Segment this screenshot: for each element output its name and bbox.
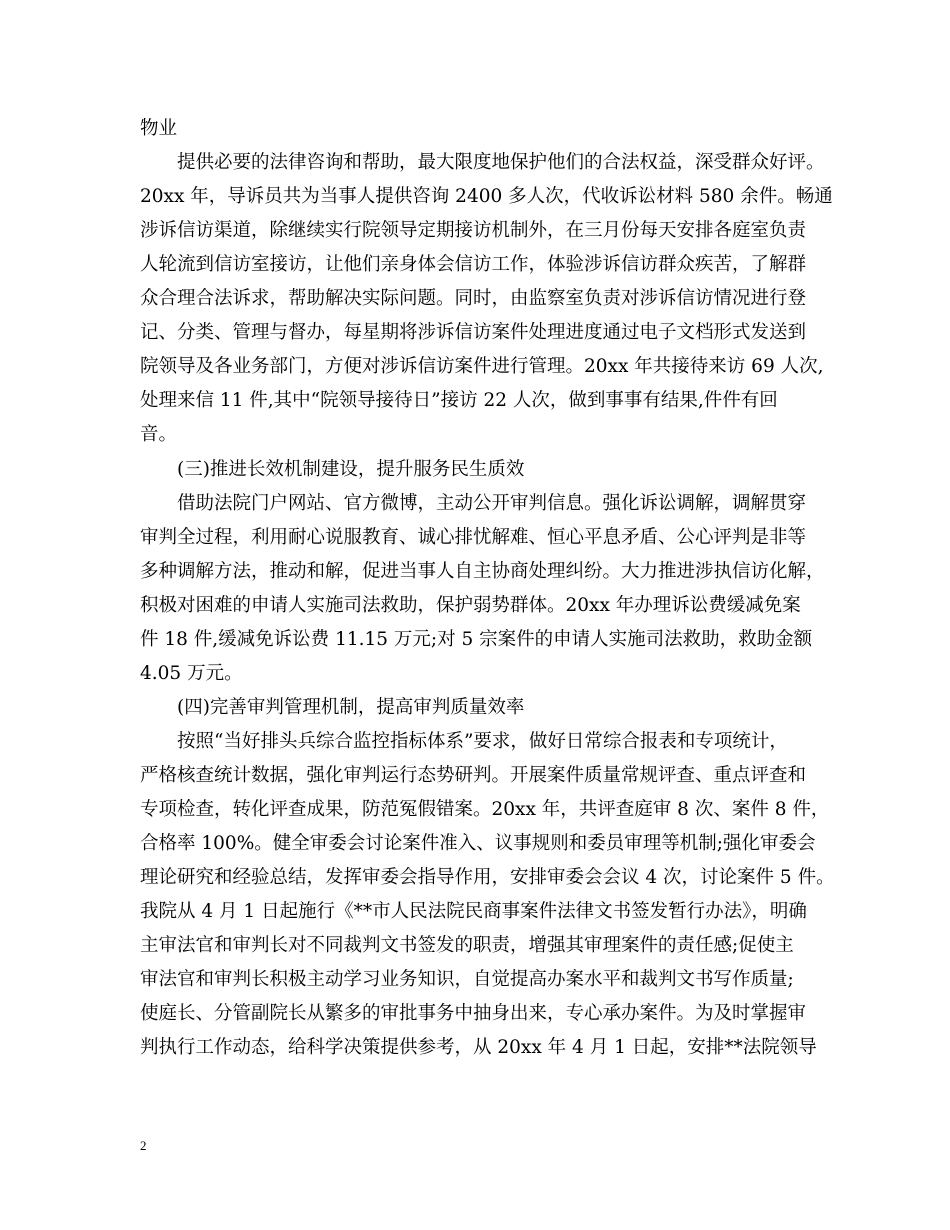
text-line-15: 积极对困难的申请人实施司法救助，保护弱势群体。20xx 年办理诉讼费缓减免案 — [140, 595, 801, 616]
text-line-24: 我院从 4 月 1 日起施行《**市人民法院民商事案件法律文书签发暂行办法》，明确 — [140, 901, 807, 922]
text-line-25: 主审法官和审判长对不同裁判文书签发的职责，增强其审理案件的责任感;促使主 — [140, 935, 794, 956]
text-line-12: 借助法院门户网站、官方微博，主动公开审判信息。强化诉讼调解，调解贯穿 — [177, 493, 807, 514]
text-line-27: 使庭长、分管副院长从繁多的审批事务中抽身出来，专心承办案件。为及时掌握审 — [140, 1003, 807, 1024]
text-line-5: 人轮流到信访室接访，让他们亲身体会信访工作，体验涉诉信访群众疾苦，了解群 — [140, 254, 807, 275]
text-line-16: 件 18 件,缓减免诉讼费 11.15 万元;对 5 宗案件的申请人实施司法救助，救助金额 — [140, 629, 813, 650]
text-line-4: 涉诉信访渠道，除继续实行院领导定期接访机制外，在三月份每天安排各庭室负责 — [140, 220, 807, 241]
text-line-26: 审法官和审判长积极主动学习业务知识，自觉提高办案水平和裁判文书写作质量; — [140, 969, 794, 990]
text-line-23: 理论研究和经验总结，发挥审委会指导作用，安排审委会会议 4 次，讨论案件 5 件。 — [140, 867, 835, 888]
section-heading-4: (四)完善审判管理机制，提高审判质量效率 — [177, 697, 525, 718]
text-line-20: 严格核查统计数据，强化审判运行态势研判。开展案件质量常规评查、重点评查和 — [140, 765, 807, 786]
page-number: 2 — [140, 1138, 147, 1153]
text-line-3: 20xx 年，导诉员共为当事人提供咨询 2400 多人次，代收诉讼材料 580 余件。畅通 — [140, 186, 833, 207]
text-line-21: 专项检查，转化评查成果，防范冤假错案。20xx 年，共评查庭审 8 次、案件 8 件， — [140, 799, 830, 820]
text-line-22: 合格率 100%。健全审委会讨论案件准入、议事规则和委员审理等机制;强化审委会 — [140, 833, 816, 854]
text-line-8: 院领导及各业务部门，方便对涉诉信访案件进行管理。20xx 年共接待来访 69 人次, — [140, 356, 824, 377]
text-line-10: 音。 — [140, 424, 178, 445]
text-line-19: 按照“当好排头兵综合监控指标体系”要求，做好日常综合报表和专项统计， — [177, 731, 788, 752]
text-line-14: 多种调解方法，推动和解，促进当事人自主协商处理纠纷。大力推进涉执信访化解， — [140, 561, 825, 582]
text-line-1: 物业 — [140, 118, 178, 139]
text-line-13: 审判全过程，利用耐心说服教育、诚心排忧解难、恒心平息矛盾、公心评判是非等 — [140, 527, 807, 548]
text-line-28: 判执行工作动态，给科学决策提供参考，从 20xx 年 4 月 1 日起，安排**法院领导 — [140, 1037, 817, 1058]
text-line-2: 提供必要的法律咨询和帮助，最大限度地保护他们的合法权益，深受群众好评。 — [177, 152, 825, 173]
text-line-9: 处理来信 11 件,其中“院领导接待日”接访 22 人次，做到事事有结果,件件有回 — [140, 390, 778, 411]
section-heading-3: (三)推进长效机制建设，提升服务民生质效 — [177, 459, 525, 480]
text-line-6: 众合理合法诉求，帮助解决实际问题。同时，由监察室负责对涉诉信访情况进行登 — [140, 288, 807, 309]
text-line-7: 记、分类、管理与督办，每星期将涉诉信访案件处理进度通过电子文档形式发送到 — [140, 322, 807, 343]
text-line-17: 4.05 万元。 — [140, 663, 243, 684]
